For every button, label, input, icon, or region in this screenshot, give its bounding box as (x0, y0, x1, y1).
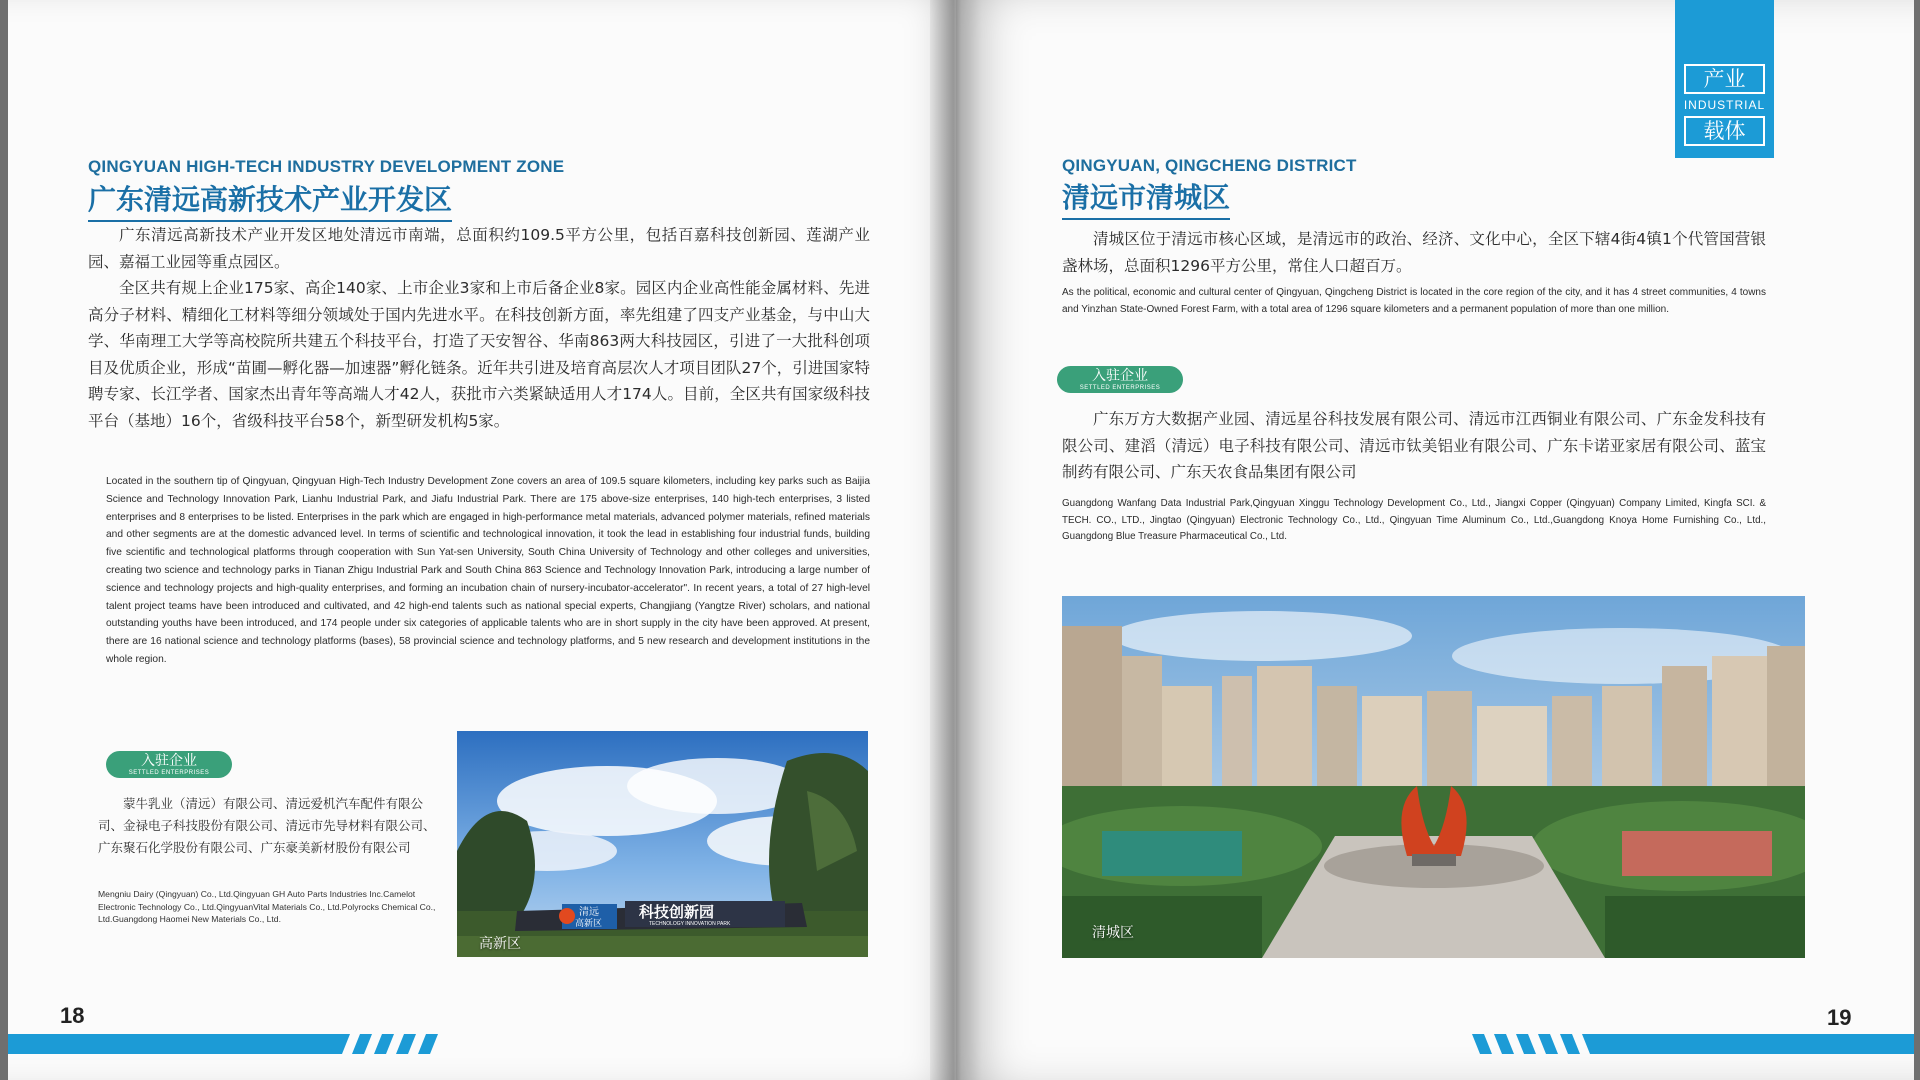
left-page (8, 0, 956, 1080)
left-badge-cn: 入驻企业 (141, 753, 197, 769)
left-title-cn: 广东清远高新技术产业开发区 (88, 178, 452, 222)
section-tab-top: 产业 (1684, 64, 1765, 94)
right-enterprises-en: Guangdong Wanfang Data Industrial Park,Qingyuan Xinggu Technology Development Co., Ltd., Jiangxi Copper (Qingyuan) Company Limited, Kingfa SCI. & TECH. CO., LTD., Jingtao (Qingyuan) Electronic Technology Co., Ltd., Qingyuan Time Aluminum Co., Ltd.,Guangdong Knoya Home Furnishing Co., Ltd., Guangdong Blue Treasure Pharmaceutical Co., Ltd. (1062, 498, 1766, 542)
right-title-en: QINGYUAN, QINGCHENG DISTRICT (1062, 156, 1357, 175)
page-number-right: 19 (1827, 1005, 1852, 1030)
sign-text-qingyuan: 清远 (579, 907, 599, 918)
section-tab-en: INDUSTRIAL (1683, 98, 1766, 112)
high-tech-zone-caption: 高新区 (479, 936, 521, 952)
left-body-en: Located in the southern tip of Qingyuan, Qingyuan High-Tech Industry Development Zone covers an area of 109.5 square kilometers, including key parks such as Baijia Science and Technology Innovation Park, Lianhu Industrial Park, and Jiafu Industrial Park. There are 175 above-size enterprises, 140 high-tech enterprises, 3 listed enterprises and 8 enterprises to be listed. Enterprises in the park which are engaged in high-performance metal materials, advanced polymer materials, refined materials and other segments are at the domestic advanced level. In terms of scientific and technological innovation, it took the lead in establishing four industrial funds, building five scientific and technological platforms through cooperation with Sun Yat-sen University, South China University of Technology and other colleges and universities, creating two science and technology parks in Tianan Zhigu Industrial Park and South China 863 Science and Technology Innovation Park, introducing a large number of science and technology projects and high-quality enterprises, and forming an incubation chain of nursery-incubator-accelerator". In recent years, a total of 27 high-level talent project teams have been introduced and cultivated, and 42 high-end talents such as national special experts, Changjiang (Yangtze River) scholars, and national outstanding youths have been introduced, and 174 people under six categories of applicable talents who are in short supply in the city have been approved. At present, there are 16 national science and technology platforms (bases), 58 provincial science and technology platforms, and 5 new research and development institutions in the whole region. (106, 476, 870, 665)
right-footer-bar (1472, 1030, 1914, 1058)
left-badge-en: SETTLED ENTERPRISES (128, 770, 210, 776)
page-number-left: 18 (60, 1003, 85, 1028)
left-enterprises-en: Mengniu Dairy (Qingyuan) Co., Ltd.Qingyuan GH Auto Parts Industries Inc.Camelot Electronic Technology Co., Ltd.QingyuanVital Materials Co., Ltd.Polyrocks Chemical Co., Ltd.Guangdong Haomei New Materials Co., Ltd. (98, 889, 436, 924)
left-enterprises-badge (106, 751, 232, 778)
sign-text-gaoxinqu: 高新区 (575, 919, 603, 929)
left-paragraph-1: 广东清远高新技术产业开发区地处清远市南端，总面积约109.5平方公里，包括百嘉科技创新园、莲湖产业园、嘉福工业园等重点园区。 (88, 226, 870, 271)
left-title-en: QINGYUAN HIGH-TECH INDUSTRY DEVELOPMENT ZONE (88, 157, 565, 176)
right-enterprises-cn: 广东万方大数据产业园、清远星谷科技发展有限公司、清远市江西铜业有限公司、广东金发科技有限公司、建滔（清远）电子科技有限公司、清远市钛美铝业有限公司、广东卡诺亚家居有限公司、蓝宝制药有限公司、广东天农食品集团有限公司 (1062, 410, 1766, 481)
section-tab-bottom: 载体 (1684, 116, 1765, 146)
right-body-en: As the political, economic and cultural center of Qingyuan, Qingcheng District is located in the core region of the city, and it has 4 street communities, 4 towns and Yinzhan State-Owned Forest Farm, with a total area of 1296 square kilometers and a permanent population of more than one million. (1062, 287, 1766, 315)
left-body-cn (88, 222, 870, 434)
qingcheng-district-caption: 清城区 (1092, 925, 1134, 941)
right-title-cn: 清远市清城区 (1062, 176, 1230, 220)
high-tech-zone-photo (457, 731, 868, 957)
right-badge-cn: 入驻企业 (1092, 368, 1148, 384)
left-footer-bar (8, 1030, 448, 1058)
qingcheng-district-photo (1062, 596, 1805, 958)
left-paragraph-2: 全区共有规上企业175家、高企140家、上市企业3家和上市后备企业8家。园区内企业高性能金属材料、先进高分子材料、精细化工材料等细分领域处于国内先进水平。在科技创新方面，率先组建了四支产业基金，与中山大学、华南理工大学等高校院所共建五个科技平台，打造了天安智谷、华南863两大科技园区，引进了一大批科创项目及优质企业，形成“苗圃—孵化器—加速器”孵化链条。近年共引进及培育高层次人才项目团队27个，引进国家特聘专家、长江学者、国家杰出青年等高端人才42人，获批市六类紧缺适用人才174人。目前，全区共有国家级科技平台（基地）16个，省级科技平台58个，新型研发机构5家。 (88, 279, 870, 430)
right-enterprises-badge (1057, 366, 1183, 393)
right-badge-en: SETTLED ENTERPRISES (1079, 385, 1161, 391)
sign-text-park-en: TECHNOLOGY INNOVATION PARK (649, 921, 731, 927)
left-enterprises-cn: 蒙牛乳业（清远）有限公司、清远爱机汽车配件有限公司、金禄电子科技股份有限公司、清远市先导材料有限公司、广东聚石化学股份有限公司、广东豪美新材股份有限公司 (98, 796, 436, 855)
right-body-cn: 清城区位于清远市核心区域，是清远市的政治、经济、文化中心，全区下辖4街4镇1个代管国营银盏林场，总面积1296平方公里，常住人口超百万。 (1062, 230, 1766, 275)
right-page (956, 0, 1914, 1080)
sign-text-park: 科技创新园 (639, 903, 715, 921)
section-tab (1675, 0, 1774, 158)
